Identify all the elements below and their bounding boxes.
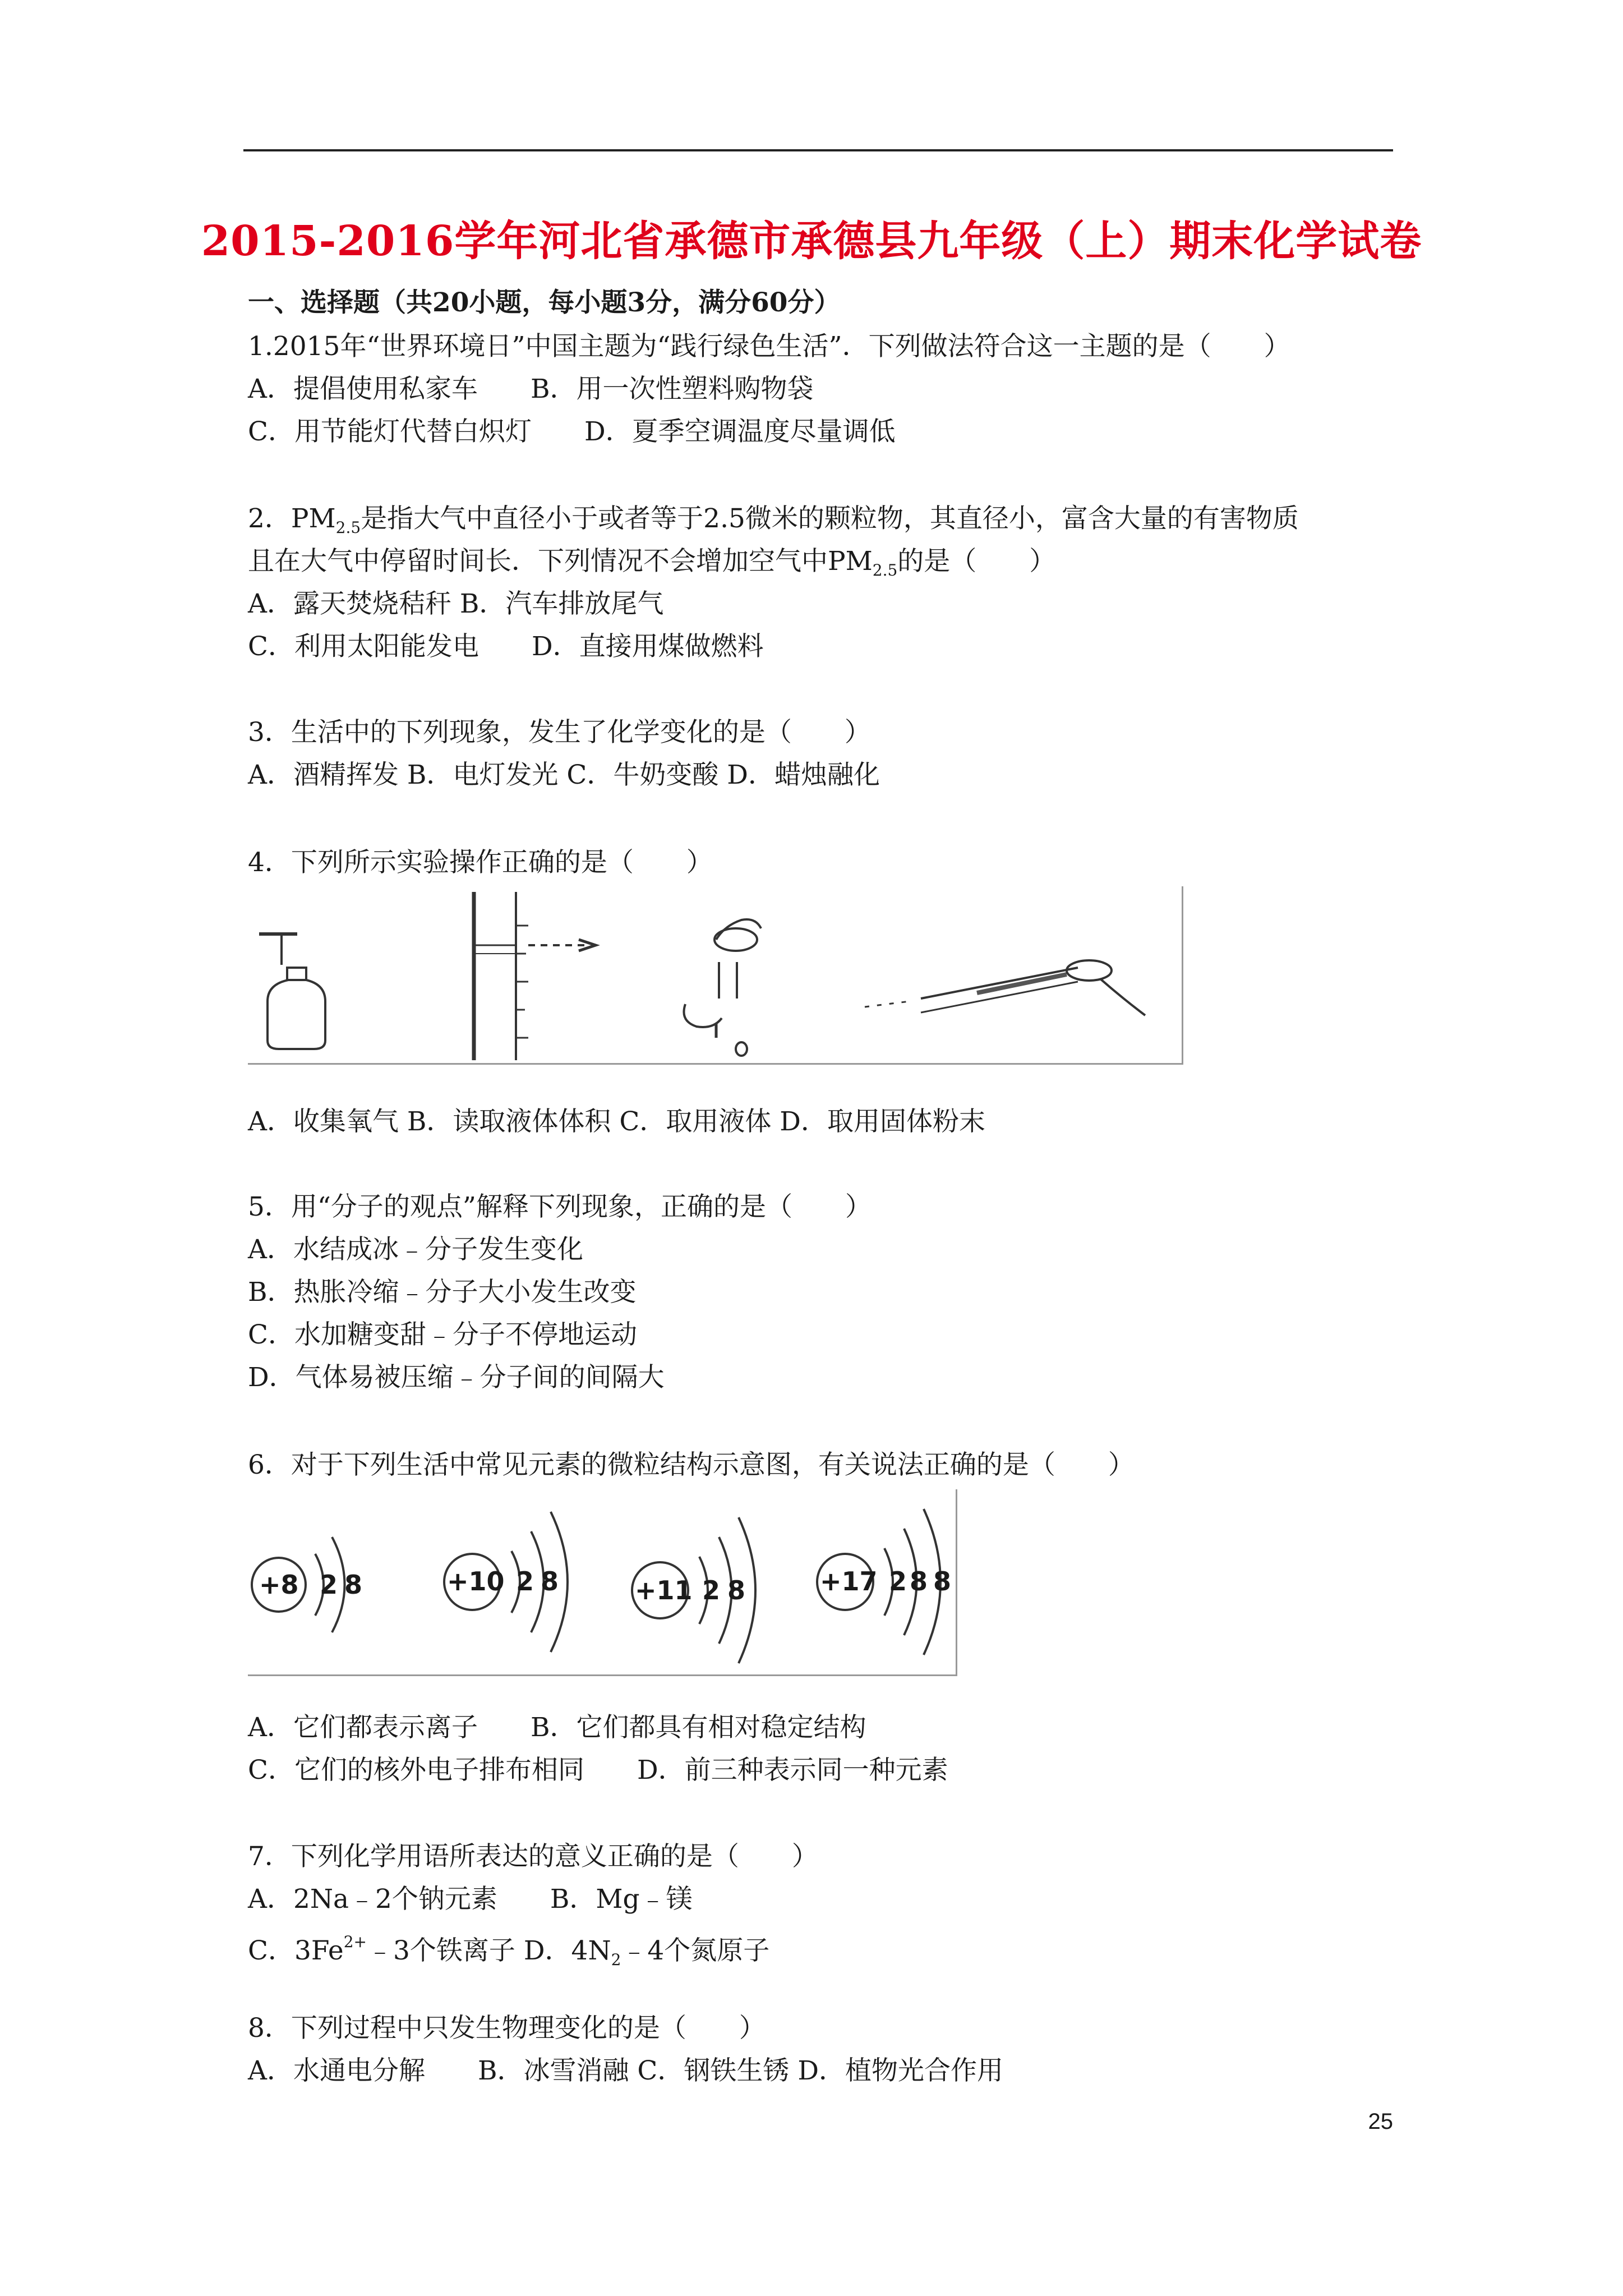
- q3-stem: 3．生活中的下列现象，发生了化学变化的是（ ）: [248, 717, 871, 748]
- q4-lab-figure: [248, 886, 1183, 1065]
- q2-stem-text: 且在大气中停留时间长．下列情况不会增加空气中PM: [248, 546, 873, 577]
- q1-options-ab: A．提倡使用私家车 B．用一次性塑料购物袋: [248, 374, 814, 404]
- atom-2-nucleus: +10: [447, 1566, 505, 1596]
- lab-operations-drawing: [248, 886, 1182, 1063]
- atom-4-shell-2: 8: [910, 1566, 928, 1596]
- q2-subscript: 2.5: [335, 518, 361, 537]
- q7-option-text: ﹣4个氮原子: [621, 1935, 770, 1966]
- atom-structure-diagrams: [248, 1489, 956, 1674]
- q2-stem-text: 是指大气中直径小于或者等于2.5微米的颗粒物，其直径小，富含大量的有害物质: [361, 503, 1299, 534]
- q2-options-cd: C．利用太阳能发电 D．直接用煤做燃料: [248, 631, 764, 662]
- atom-3-nucleus: +11: [635, 1575, 693, 1605]
- q3-options: A．酒精挥发 B．电灯发光 C．牛奶变酸 D．蜡烛融化: [248, 760, 880, 790]
- header-rule: [243, 149, 1393, 151]
- q2-options-ab: A．露天焚烧秸秆 B．汽车排放尾气: [248, 588, 664, 619]
- page-number: 25: [1368, 2109, 1393, 2134]
- atom-1-shell-2: 8: [344, 1570, 363, 1600]
- atom-1-shell-1: 2: [320, 1570, 338, 1600]
- q7-options-ab: A．2Na﹣2个钠元素 B．Mg﹣镁: [248, 1884, 693, 1915]
- q7-stem: 7．下列化学用语所表达的意义正确的是（ ）: [248, 1841, 818, 1872]
- q8-options: A．水通电分解 B．冰雪消融 C．钢铁生锈 D．植物光合作用: [248, 2055, 1004, 2086]
- q2-stem-text: 的是（ ）: [897, 546, 1056, 577]
- q6-atom-figure: [248, 1489, 957, 1676]
- q1-stem: 1.2015年“世界环境日”中国主题为“践行绿色生活”．下列做法符合这一主题的是（ ）: [248, 331, 1290, 362]
- q8-stem: 8．下列过程中只发生物理变化的是（ ）: [248, 2013, 766, 2044]
- section-heading: 一、选择题（共20小题，每小题3分，满分60分）: [248, 287, 841, 318]
- q2-stem-line1: [248, 502, 1299, 545]
- q7-options-cd: [248, 1925, 769, 1977]
- q5-option-d: D．气体易被压缩﹣分子间的间隔大: [248, 1362, 665, 1393]
- atom-4-shell-1: 2: [889, 1566, 907, 1596]
- exam-title: 2015-2016学年河北省承德市承德县九年级（上）期末化学试卷: [201, 217, 1422, 265]
- q6-stem: 6．对于下列生活中常见元素的微粒结构示意图，有关说法正确的是（ ）: [248, 1450, 1135, 1480]
- q7-option-text: ﹣3个铁离子 D．4N: [367, 1935, 611, 1966]
- atom-1-nucleus: +8: [259, 1570, 299, 1600]
- q6-options-ab: A．它们都表示离子 B．它们都具有相对稳定结构: [248, 1712, 866, 1743]
- q5-option-a: A．水结成冰﹣分子发生变化: [248, 1234, 583, 1265]
- q2-stem-text: 2．PM: [248, 503, 336, 534]
- q5-option-c: C．水加糖变甜﹣分子不停地运动: [248, 1319, 637, 1350]
- q4-stem: 4．下列所示实验操作正确的是（ ）: [248, 847, 713, 878]
- q5-option-b: B．热胀冷缩﹣分子大小发生改变: [248, 1277, 637, 1308]
- q2-stem-line2: [248, 545, 1055, 587]
- atom-3-shell-1: 2: [702, 1575, 721, 1605]
- q6-options-cd: C．它们的核外电子排布相同 D．前三种表示同一种元素: [248, 1755, 948, 1786]
- q1-options-cd: C．用节能灯代替白炽灯 D．夏季空调温度尽量调低: [248, 416, 896, 447]
- atom-3-shell-2: 8: [727, 1575, 746, 1605]
- q2-subscript: 2.5: [872, 561, 898, 579]
- q4-options: A．收集氧气 B．读取液体体积 C．取用液体 D．取用固体粉末: [248, 1106, 985, 1137]
- atom-2-shell-1: 2: [516, 1566, 534, 1596]
- q5-stem: 5．用“分子的观点”解释下列现象，正确的是（ ）: [248, 1191, 872, 1222]
- q7-superscript: 2+: [343, 1932, 367, 1951]
- atom-4-shell-3: 8: [933, 1566, 952, 1596]
- atom-2-shell-2: 8: [541, 1566, 559, 1596]
- q7-option-text: C．3Fe: [248, 1935, 344, 1966]
- atom-4-nucleus: +17: [820, 1566, 878, 1596]
- q7-subscript: 2: [611, 1950, 621, 1969]
